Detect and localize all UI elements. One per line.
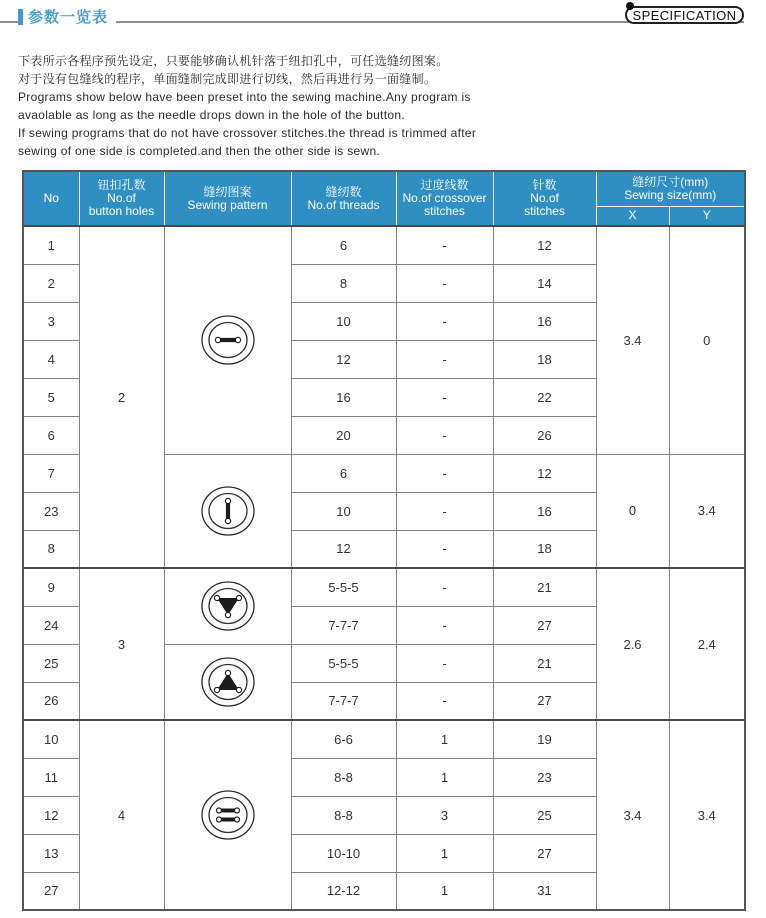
- cell-crossover: -: [396, 378, 493, 416]
- cell-crossover: -: [396, 530, 493, 568]
- table-row: [23, 720, 745, 758]
- col-header-no: No: [23, 171, 79, 226]
- parameter-table: [22, 170, 746, 911]
- cell-stitches: 18: [493, 340, 596, 378]
- cell-stitches: 23: [493, 758, 596, 796]
- intro-line: If sewing programs that do not have crossover stitches.the thread is trimmed after: [18, 126, 477, 140]
- cell-no: 12: [23, 796, 79, 834]
- cell-threads: 6: [291, 226, 396, 264]
- cell-no: 2: [23, 264, 79, 302]
- cell-no: 4: [23, 340, 79, 378]
- cell-stitches: 21: [493, 568, 596, 606]
- cell-stitches: 18: [493, 530, 596, 568]
- cell-crossover: 1: [396, 758, 493, 796]
- cell-crossover: -: [396, 226, 493, 264]
- cell-no: 13: [23, 834, 79, 872]
- cell-stitches: 12: [493, 454, 596, 492]
- cell-no: 25: [23, 644, 79, 682]
- cell-threads: 7-7-7: [291, 682, 396, 720]
- cell-threads: 5-5-5: [291, 644, 396, 682]
- cell-stitches: 21: [493, 644, 596, 682]
- cell-crossover: 3: [396, 796, 493, 834]
- button-3hole-triangle-up-stitch-icon: [164, 644, 291, 720]
- cell-size-x: 2.6: [596, 568, 669, 720]
- col-header-button-holes: 钮扣孔数 No.of button holes: [79, 171, 164, 226]
- cell-stitches: 16: [493, 492, 596, 530]
- button-2hole-horizontal-stitch-icon: [164, 226, 291, 454]
- cell-crossover: -: [396, 644, 493, 682]
- tab-dot: [626, 2, 634, 10]
- cell-no: 9: [23, 568, 79, 606]
- cell-threads: 6-6: [291, 720, 396, 758]
- cell-no: 3: [23, 302, 79, 340]
- cell-stitches: 14: [493, 264, 596, 302]
- table-row: [23, 568, 745, 606]
- cell-crossover: -: [396, 454, 493, 492]
- cell-no: 26: [23, 682, 79, 720]
- specification-tab: SPECIFICATION: [625, 6, 744, 24]
- cell-no: 11: [23, 758, 79, 796]
- page-title-block: [18, 6, 116, 27]
- cell-size-y: 0: [669, 226, 745, 454]
- cell-button-holes: 3: [79, 568, 164, 720]
- cell-stitches: 12: [493, 226, 596, 264]
- cell-crossover: 1: [396, 834, 493, 872]
- cell-threads: 5-5-5: [291, 568, 396, 606]
- cell-size-y: 3.4: [669, 454, 745, 568]
- table-row: [23, 226, 745, 264]
- cell-no: 10: [23, 720, 79, 758]
- cell-threads: 12: [291, 340, 396, 378]
- cell-crossover: -: [396, 606, 493, 644]
- cell-no: 7: [23, 454, 79, 492]
- cell-no: 23: [23, 492, 79, 530]
- cell-crossover: -: [396, 302, 493, 340]
- cell-size-y: 3.4: [669, 720, 745, 910]
- cell-crossover: -: [396, 264, 493, 302]
- cell-threads: 10: [291, 302, 396, 340]
- cell-crossover: -: [396, 340, 493, 378]
- cell-threads: 16: [291, 378, 396, 416]
- title-accent-bar: [18, 9, 23, 25]
- cell-threads: 8: [291, 264, 396, 302]
- intro-line: sewing of one side is completed.and then the other side is sewn.: [18, 144, 381, 158]
- col-header-sewing-size: 缝纫尺寸(mm) Sewing size(mm): [596, 171, 745, 206]
- cell-threads: 7-7-7: [291, 606, 396, 644]
- col-header-x: X: [596, 206, 669, 226]
- cell-threads: 8-8: [291, 796, 396, 834]
- cell-stitches: 27: [493, 606, 596, 644]
- cell-no: 8: [23, 530, 79, 568]
- cell-threads: 10: [291, 492, 396, 530]
- cell-stitches: 31: [493, 872, 596, 910]
- page-title: 参数一览表: [28, 9, 109, 26]
- cell-stitches: 27: [493, 834, 596, 872]
- cell-threads: 20: [291, 416, 396, 454]
- col-header-stitches: 针数 No.of stitches: [493, 171, 596, 226]
- intro-paragraph: [18, 52, 578, 160]
- intro-line: avaolable as long as the needle drops down in the hole of the button.: [18, 108, 405, 122]
- cell-no: 24: [23, 606, 79, 644]
- intro-line: Programs show below have been preset into the sewing machine.Any program is: [18, 90, 471, 104]
- cell-stitches: 16: [493, 302, 596, 340]
- cell-threads: 8-8: [291, 758, 396, 796]
- cell-stitches: 25: [493, 796, 596, 834]
- cell-no: 5: [23, 378, 79, 416]
- cell-threads: 12: [291, 530, 396, 568]
- cell-crossover: 1: [396, 720, 493, 758]
- cell-no: 1: [23, 226, 79, 264]
- cell-stitches: 27: [493, 682, 596, 720]
- cell-size-y: 2.4: [669, 568, 745, 720]
- cell-size-x: 0: [596, 454, 669, 568]
- cell-crossover: -: [396, 416, 493, 454]
- cell-crossover: -: [396, 568, 493, 606]
- cell-button-holes: 2: [79, 226, 164, 568]
- cell-size-x: 3.4: [596, 226, 669, 454]
- cell-stitches: 19: [493, 720, 596, 758]
- cell-button-holes: 4: [79, 720, 164, 910]
- intro-line: 下表所示各程序预先设定，只要能够确认机针落于纽扣孔中，可任选缝纫图案。: [18, 54, 449, 68]
- col-header-threads: 缝纫数 No.of threads: [291, 171, 396, 226]
- col-header-crossover: 过度线数 No.of crossover stitches: [396, 171, 493, 226]
- col-header-y: Y: [669, 206, 745, 226]
- cell-stitches: 26: [493, 416, 596, 454]
- button-4hole-double-stitch-icon: [164, 720, 291, 910]
- cell-crossover: -: [396, 682, 493, 720]
- intro-line: 对于没有包缝线的程序，单面缝制完成即进行切线，然后再进行另一面缝制。: [18, 72, 437, 86]
- cell-threads: 6: [291, 454, 396, 492]
- cell-stitches: 22: [493, 378, 596, 416]
- cell-no: 6: [23, 416, 79, 454]
- cell-threads: 12-12: [291, 872, 396, 910]
- button-2hole-vertical-stitch-icon: [164, 454, 291, 568]
- cell-crossover: 1: [396, 872, 493, 910]
- button-3hole-triangle-down-stitch-icon: [164, 568, 291, 644]
- cell-size-x: 3.4: [596, 720, 669, 910]
- cell-threads: 10-10: [291, 834, 396, 872]
- col-header-sewing-pattern: 缝纫图案 Sewing pattern: [164, 171, 291, 226]
- cell-crossover: -: [396, 492, 493, 530]
- cell-no: 27: [23, 872, 79, 910]
